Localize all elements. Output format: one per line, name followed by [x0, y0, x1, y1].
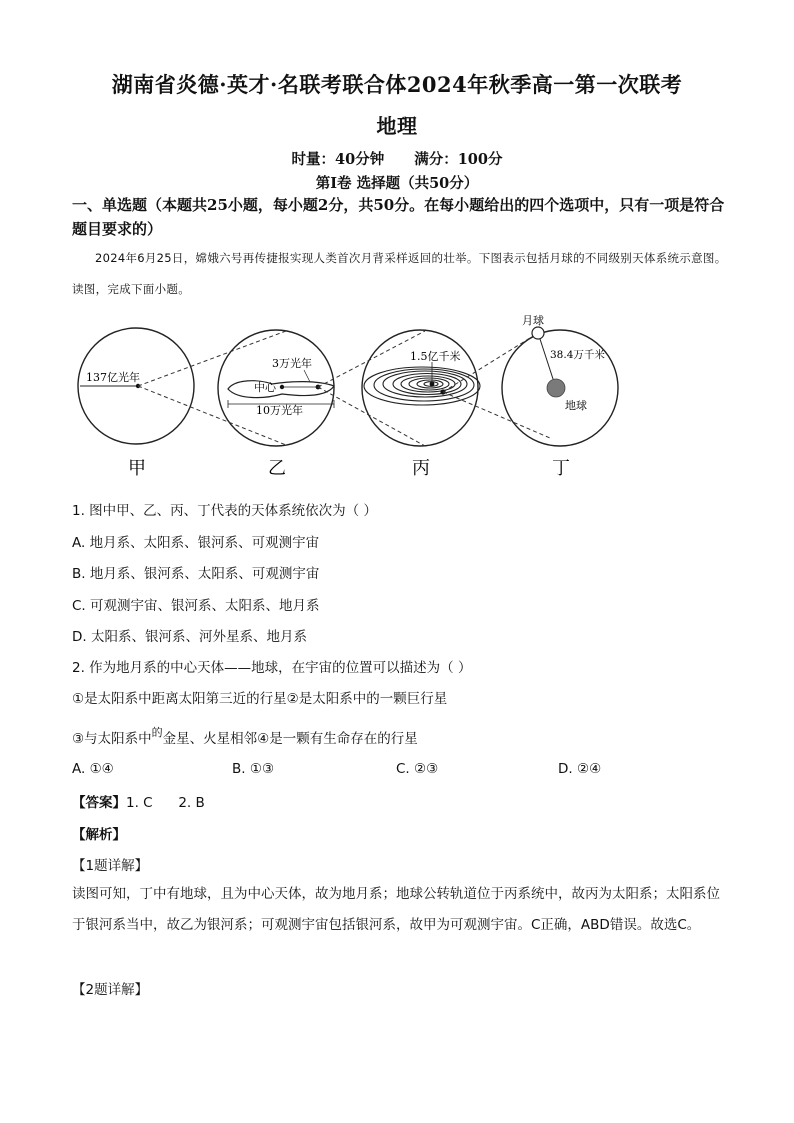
q2-option-c: C. ②③: [396, 761, 439, 777]
q1-option-d: D. 太阳系、银河系、河外星系、地月系: [72, 629, 307, 645]
answer-text: 1. C 2. B: [126, 795, 205, 811]
q2-option-a: A. ①④: [72, 761, 114, 777]
ding-earth: 地球: [565, 399, 587, 412]
yi-measure-bottom: 10万光年: [256, 404, 303, 417]
subject-title: 地理: [376, 114, 418, 138]
label-yi: 乙: [268, 458, 286, 479]
question-intro: 2024年6月25日，嫦娥六号再传捷报实现人类首次月背采样返回的壮举。下图表示包括月球的不同级别天体系统示意图。读图，完成下面小题。: [72, 251, 727, 296]
q1-stem: 1. 图中甲、乙、丙、丁代表的天体系统依次为（ ）: [72, 503, 377, 519]
q2-statement-2b: 金星、火星相邻④是一颗有生命存在的行星: [162, 731, 418, 747]
q2-statement-2: [72, 727, 418, 747]
section-title: 第Ⅰ卷 选择题（共50分）: [315, 175, 479, 192]
time-label: 时量：40分钟: [291, 151, 385, 168]
ding-measure: 38.4万千米: [550, 349, 605, 361]
q2-stem: 2. 作为地月系的中心天体——地球，在宇宙的位置可以描述为（ ）: [72, 660, 472, 676]
circle-bing: [362, 330, 478, 446]
q2-option-b: B. ①③: [232, 761, 275, 777]
q1-option-a: A. 地月系、太阳系、银河系、可观测宇宙: [72, 535, 320, 551]
moon-symbol: [532, 327, 544, 339]
q2-statement-1: ①是太阳系中距离太阳第三近的行星②是太阳系中的一颗巨行星: [72, 691, 448, 707]
score-label: 满分：100分: [414, 151, 503, 168]
label-bing: 丙: [412, 458, 430, 479]
label-ding: 丁: [552, 458, 570, 479]
answer-line: [72, 791, 205, 811]
label-jia: 甲: [128, 458, 146, 479]
analysis-tag: 【解析】: [72, 827, 126, 843]
q1-option-c: C. 可观测宇宙、银河系、太阳系、地月系: [72, 598, 320, 614]
celestial-systems-figure: [60, 310, 730, 485]
jia-measure: 137亿光年: [86, 371, 140, 384]
q2-statement-2a: ③与太阳系中: [72, 731, 152, 747]
instructions: 一、单选题（本题共25小题，每小题2分，共50分。在每小题给出的四个选项中，只有一项是符合题目要求的）: [72, 196, 725, 238]
q1-detail-tag: 【1题详解】: [72, 858, 149, 874]
q1-detail-text: 读图可知，丁中有地球，且为中心天体，故为地月系；地球公转轨道位于丙系统中，故丙为太阳系；太阳系位于银河系当中，故乙为银河系；可观测宇宙包括银河系，故甲为可观测宇宙。C正确，ABD错误。故选C。: [72, 886, 720, 933]
q2-detail-tag: 【2题详解】: [72, 982, 149, 998]
yi-center: 中心: [254, 381, 276, 394]
yi-measure-top: 3万光年: [272, 357, 312, 370]
earth-symbol: [547, 379, 565, 397]
answer-tag: 【答案】: [72, 795, 126, 811]
q2-option-d: D. ②④: [558, 761, 602, 777]
exam-meta: [0, 148, 794, 169]
q1-option-b: B. 地月系、银河系、太阳系、可观测宇宙: [72, 566, 320, 582]
q2-statement-2-sup: 的: [151, 726, 163, 739]
bing-measure: 1.5亿千米: [410, 350, 461, 363]
exam-title: 湖南省炎德·英才·名联考联合体2024年秋季高一第一次联考: [111, 72, 683, 97]
ding-moon: 月球: [522, 314, 544, 327]
solar-orbits: [364, 367, 480, 405]
